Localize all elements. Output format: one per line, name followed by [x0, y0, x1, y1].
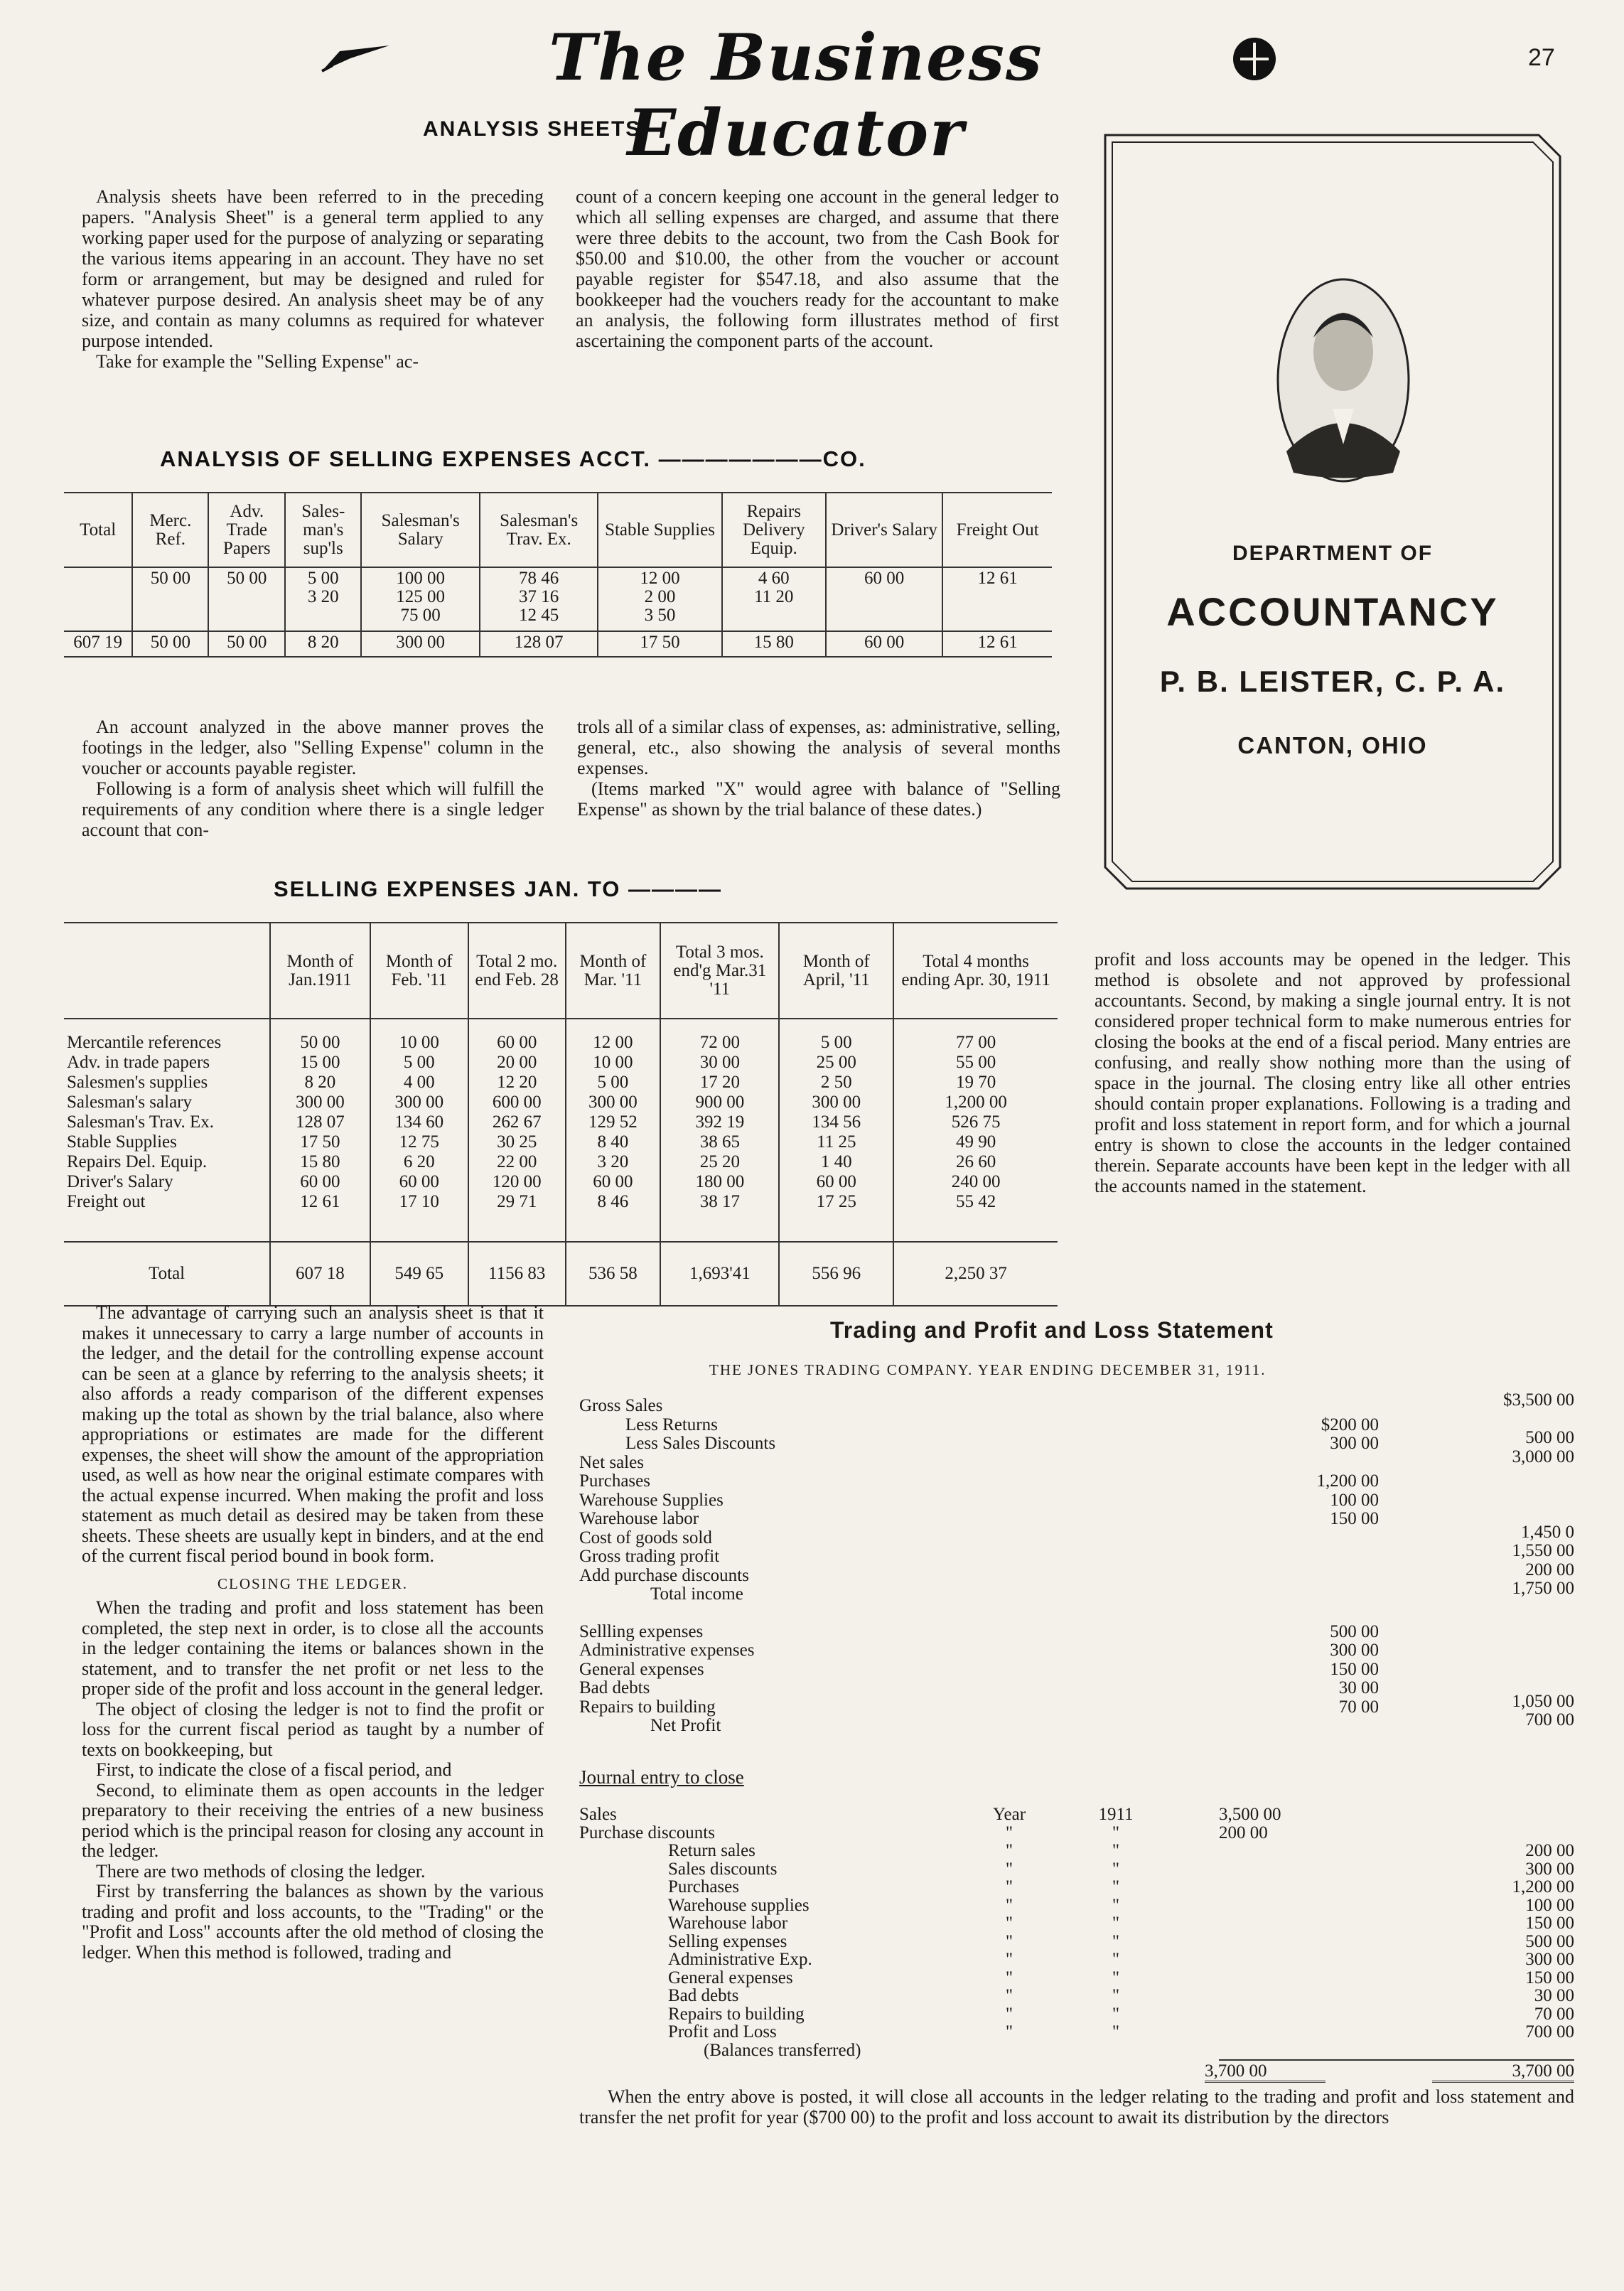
table1-header: Stable Supplies — [598, 493, 721, 567]
table2-spacer-cell — [779, 1213, 893, 1242]
table2-header — [64, 923, 270, 1019]
statement-line-label: Bad debts — [579, 1678, 650, 1697]
table2-cell: 22 00 — [468, 1153, 566, 1173]
table2-row-label: Mercantile references — [67, 1033, 222, 1052]
statement-outer-amount: 700 00 — [1525, 1710, 1574, 1729]
table1-total: 50 00 — [208, 631, 285, 657]
table2-spacer-cell — [64, 1213, 270, 1242]
journal-year-mark: " — [1005, 1986, 1013, 2005]
table2-cell: 12 00 — [566, 1019, 661, 1053]
table2-cell: 15 00 — [270, 1053, 370, 1073]
journal-credit: 700 00 — [1525, 2022, 1574, 2041]
journal-year-value: " — [1112, 1859, 1120, 1879]
right-column-text — [1095, 949, 1571, 1196]
table2-row — [64, 1019, 1058, 1053]
table2-spacer-cell — [270, 1213, 370, 1242]
journal-credit: 300 00 — [1525, 1859, 1574, 1879]
table2-cell: 38 65 — [660, 1133, 779, 1153]
journal-year-mark: " — [1005, 1823, 1013, 1842]
table2-cell: 60 00 — [779, 1173, 893, 1193]
journal-year-mark: " — [1005, 1877, 1013, 1896]
table2-cell: 240 00 — [893, 1173, 1058, 1193]
paragraph: The object of closing the ledger is not to find the profit or loss for the current fiscal period as taught by a number of texts on bookkeeping, but — [82, 1698, 544, 1760]
table2-cell: 19 70 — [893, 1073, 1058, 1093]
author-portrait — [1272, 274, 1414, 487]
author-name: P. B. LEISTER, C. P. A. — [1159, 665, 1506, 698]
table2-cell: 600 00 — [468, 1093, 566, 1113]
statement-line-label: Net sales — [579, 1452, 644, 1472]
table2-total: 1156 83 — [468, 1242, 566, 1306]
table1-total: 300 00 — [361, 631, 480, 657]
table2-cell: 17 25 — [779, 1193, 893, 1213]
statement-line-label: Sellling expenses — [579, 1621, 704, 1641]
statement-line-label: Cost of goods sold — [579, 1528, 712, 1547]
table1-header: Sales-man's sup'ls — [285, 493, 361, 567]
statement-body — [579, 1390, 1574, 1735]
table2-row — [64, 1153, 1058, 1173]
journal-year-value: " — [1112, 1823, 1120, 1842]
table2-cell: 60 00 — [370, 1173, 468, 1193]
table1-header: Adv. Trade Papers — [208, 493, 285, 567]
table2-header: Total 3 mos. end'g Mar.31 '11 — [660, 923, 779, 1019]
table2-cell: 17 10 — [370, 1193, 468, 1213]
table2-header: Month of Mar. '11 — [566, 923, 661, 1019]
journal-year-mark: " — [1005, 2004, 1013, 2024]
journal-line-label: Warehouse supplies — [668, 1895, 810, 1915]
statement-subtitle: THE JONES TRADING COMPANY. YEAR ENDING DECEMBER 31, 1911. — [709, 1361, 1267, 1378]
journal-year-mark: " — [1005, 1931, 1013, 1951]
table2-cell: 50 00 — [270, 1019, 370, 1053]
table1-total: 17 50 — [598, 631, 721, 657]
statement-inner-amount: 1,200 00 — [1316, 1471, 1379, 1491]
table2-cell: 300 00 — [779, 1093, 893, 1113]
table1-total: 15 80 — [722, 631, 826, 657]
table2-total-label: Total — [64, 1242, 270, 1306]
journal-year-value: " — [1112, 1877, 1120, 1896]
author-location: CANTON, OHIO — [1237, 732, 1428, 758]
section2-column-right — [577, 717, 1060, 820]
table1-total: 50 00 — [132, 631, 208, 657]
table2-total: 2,250 37 — [893, 1242, 1058, 1306]
table2-cell: 128 07 — [270, 1113, 370, 1133]
journal-line-label: Return sales — [668, 1841, 755, 1860]
table2-total: 1,693'41 — [660, 1242, 779, 1306]
statement-inner-amount: 30 00 — [1338, 1678, 1379, 1697]
table2-cell: 25 00 — [779, 1053, 893, 1073]
table2-cell: 30 25 — [468, 1133, 566, 1153]
statement-inner-amount: 300 00 — [1330, 1641, 1379, 1660]
statement-outer-amount: 1,550 00 — [1512, 1541, 1574, 1560]
table1-cell — [64, 567, 132, 631]
journal-year-mark: " — [1005, 1859, 1013, 1879]
journal-line-label: Selling expenses — [668, 1931, 787, 1951]
table1-header: Freight Out — [942, 493, 1052, 567]
paragraph: An account analyzed in the above manner proves the footings in the ledger, also "Selling Expense" column in the voucher or accounts payable register. — [82, 717, 544, 778]
journal-credit: 300 00 — [1525, 1950, 1574, 1969]
table1-header: Salesman's Salary — [361, 493, 480, 567]
department-frame — [1098, 128, 1567, 896]
table2-cell: 72 00 — [660, 1019, 779, 1053]
journal-year-mark: " — [1005, 1914, 1013, 1933]
table1-cell: 60 00 — [826, 567, 942, 631]
table2-header: Total 4 months ending Apr. 30, 1911 — [893, 923, 1058, 1019]
table2-cell: 8 46 — [566, 1193, 661, 1213]
table2-row-label: Salesmen's supplies — [67, 1073, 208, 1092]
table2-cell: 60 00 — [566, 1173, 661, 1193]
journal-total-credit: 3,700 00 — [1432, 2062, 1574, 2083]
table2-cell: 1 40 — [779, 1153, 893, 1173]
table1-cell: 12 61 — [942, 567, 1052, 631]
table2-cell: 392 19 — [660, 1113, 779, 1133]
table2-cell: 1,200 00 — [893, 1093, 1058, 1113]
journal-credit: 500 00 — [1525, 1931, 1574, 1951]
table2-row-label: Repairs Del. Equip. — [67, 1152, 208, 1171]
table2-cell: 4 00 — [370, 1073, 468, 1093]
table2-cell: 12 75 — [370, 1133, 468, 1153]
journal-debit: 3,500 00 — [1219, 1805, 1281, 1824]
journal-line-label: Profit and Loss — [668, 2022, 777, 2041]
table2-cell: 134 60 — [370, 1113, 468, 1133]
table2-total: 536 58 — [566, 1242, 661, 1306]
journal-year-value: " — [1112, 1968, 1120, 1987]
table2-cell: 17 20 — [660, 1073, 779, 1093]
table2-row-label: Driver's Salary — [67, 1172, 173, 1191]
table2-cell: 77 00 — [893, 1019, 1058, 1053]
statement-line-label: Gross Sales — [579, 1396, 663, 1415]
journal-total-debit: 3,700 00 — [1205, 2062, 1325, 2083]
journal-entry — [579, 1806, 1574, 2083]
statement-title: Trading and Profit and Loss Statement — [830, 1317, 1274, 1343]
journal-year-mark: Year — [992, 1805, 1026, 1824]
table2-row — [64, 1093, 1058, 1113]
statement-line-label: Purchases — [579, 1471, 650, 1491]
table2-cell: 29 71 — [468, 1193, 566, 1213]
paragraph: trols all of a similar class of expenses, as: administrative, selling, general, etc., also showing the analysis of several months expenses. — [577, 717, 1060, 778]
page-number: 27 — [1528, 44, 1555, 71]
journal-line-label: Administrative Exp. — [668, 1950, 812, 1969]
table2-spacer-cell — [370, 1213, 468, 1242]
statement-line-label: Repairs to building — [579, 1697, 716, 1717]
analysis-table — [64, 492, 1052, 658]
statement-inner-amount: 100 00 — [1330, 1490, 1379, 1510]
statement-line-label: Net Profit — [650, 1716, 721, 1735]
journal-year-value: " — [1112, 1895, 1120, 1915]
journal-year-mark: " — [1005, 1950, 1013, 1969]
table2-cell: 129 52 — [566, 1113, 661, 1133]
table1-total: 8 20 — [285, 631, 361, 657]
journal-year-value: " — [1112, 1914, 1120, 1933]
journal-credit: 1,200 00 — [1512, 1877, 1574, 1896]
paragraph: Analysis sheets have been referred to in the preceding papers. "Analysis Sheet" is a general term applied to any working paper used for the purpose of analyzing or separating the various items appearing in an account. They have no set form or arrangement, but may be designed and ruled for whatever purpose desired. An analysis sheet may be of any size, and contain as many columns as required for whatever purpose intended. — [82, 186, 544, 351]
journal-year-value: " — [1112, 1841, 1120, 1860]
paragraph: Following is a form of analysis sheet which will fulfill the requirements of any condition where there is a single ledger account that con- — [82, 778, 544, 840]
table2-cell: 3 20 — [566, 1153, 661, 1173]
table2-total: 556 96 — [779, 1242, 893, 1306]
table2-title: SELLING EXPENSES JAN. TO ———— — [274, 876, 723, 901]
table2-header: Month of Feb. '11 — [370, 923, 468, 1019]
crest-icon — [1230, 34, 1279, 84]
intro-column-left — [82, 186, 544, 372]
quill-pen-icon — [318, 44, 397, 73]
table2-cell: 120 00 — [468, 1173, 566, 1193]
table2-cell: 300 00 — [566, 1093, 661, 1113]
journal-year-mark: " — [1005, 2022, 1013, 2041]
paragraph: There are two methods of closing the ledger. — [96, 1860, 426, 1882]
table2-cell: 5 00 — [370, 1053, 468, 1073]
table2-cell: 300 00 — [370, 1093, 468, 1113]
table1-header: Salesman's Trav. Ex. — [480, 493, 598, 567]
table2-cell: 5 00 — [779, 1019, 893, 1053]
statement-inner-amount: 500 00 — [1330, 1621, 1379, 1641]
table1-header: Driver's Salary — [826, 493, 942, 567]
table2-cell: 55 00 — [893, 1053, 1058, 1073]
journal-line-label: Sales — [579, 1805, 617, 1824]
journal-line-label: Sales discounts — [668, 1859, 778, 1879]
table2-header: Month of April, '11 — [779, 923, 893, 1019]
statement-line-label: Less Sales Discounts — [625, 1434, 776, 1453]
paragraph: When the entry above is posted, it will close all accounts in the ledger relating to the trading and profit and loss statement and transfer the net profit for year ($700 00) to the profit and loss account to await its distribution by the directors — [579, 2086, 1574, 2128]
journal-line-label: General expenses — [668, 1968, 793, 1987]
table2-row-label: Adv. in trade papers — [67, 1053, 210, 1072]
table1-cell: 5 00 3 20 — [285, 567, 361, 631]
statement-line-label: Warehouse labor — [579, 1509, 699, 1528]
table2-cell: 900 00 — [660, 1093, 779, 1113]
table2-cell: 12 61 — [270, 1193, 370, 1213]
journal-line-label: Repairs to building — [668, 2004, 805, 2024]
table2-row-label: Salesman's salary — [67, 1093, 192, 1112]
journal-year-value: " — [1112, 1931, 1120, 1951]
subhead-closing-ledger: CLOSING THE LEDGER. — [217, 1574, 408, 1592]
statement-outer-amount: 1,050 00 — [1512, 1691, 1574, 1711]
table2-spacer-cell — [566, 1213, 661, 1242]
paragraph: (Items marked "X" would agree with balance of "Selling Expense" as shown by the trial balance of these dates.) — [577, 778, 1060, 820]
table2-cell: 11 25 — [779, 1133, 893, 1153]
table2-cell: 49 90 — [893, 1133, 1058, 1153]
table1-cell: 4 60 11 20 — [722, 567, 826, 631]
table2-header: Total 2 mo. end Feb. 28 — [468, 923, 566, 1019]
table2-row — [64, 1113, 1058, 1133]
table1-title: ANALYSIS OF SELLING EXPENSES ACCT. ———————CO. — [160, 446, 866, 471]
table2-cell: 8 20 — [270, 1073, 370, 1093]
table1-header: Merc. Ref. — [132, 493, 208, 567]
table1-total: 607 19 — [64, 631, 132, 657]
table2-cell: 8 40 — [566, 1133, 661, 1153]
closing-text — [579, 2086, 1574, 2128]
paragraph: The advantage of carrying such an analysis sheet is that it makes it unnecessary to carry a large number of accounts in the ledger, and the detail for the controlling expense account can be seen at a glance by referring to the analysis sheets; it also affords a ready comparison of the different expenses making up the total as shown by the trial balance, also where appropriations or estimates are made for the different expenses, the sheet will show the amount of the appropriation used, as well as how near the original estimate compares with the actual expense incurred. When making the profit and loss statement as much detail as desired may be taken from these sheets. These sheets are usually kept in binders, and at the end of the current fiscal period bound in book form. — [82, 1302, 544, 1566]
table2-row-label: Salesman's Trav. Ex. — [67, 1112, 215, 1132]
journal-year-value: " — [1112, 1950, 1120, 1969]
statement-line-label: Gross trading profit — [579, 1547, 720, 1566]
table2-cell: 26 60 — [893, 1153, 1058, 1173]
section2-column-left — [82, 717, 544, 840]
subject-title: ACCOUNTANCY — [1166, 589, 1499, 634]
paragraph: count of a concern keeping one account in the general ledger to which all selling expenses are charged, and assume that there were three debits to the account, two from the Cash Book for $50.00 and $10.00, the other from the voucher or account payable register for $547.18, and also assume that the bookkeeper had the vouchers ready for the accountant to make an analysis, the following form illustrates method of first ascertaining the component parts of the account. — [576, 186, 1059, 351]
table2-cell: 10 00 — [566, 1053, 661, 1073]
journal-line-label: Purchase discounts — [579, 1823, 715, 1842]
statement-line-label: Less Returns — [625, 1415, 718, 1434]
journal-line-label: (Balances transferred) — [704, 2040, 861, 2060]
statement-inner-amount: $200 00 — [1321, 1415, 1379, 1434]
paragraph: First by transferring the balances as shown by the various trading and profit and loss accounts, to the "Trading" or the "Profit and Loss" accounts after the old method of closing the ledger. When this method is followed, trading and — [82, 1881, 544, 1963]
table2-spacer-cell — [893, 1213, 1058, 1242]
table2-cell: 55 42 — [893, 1193, 1058, 1213]
journal-year-value: " — [1112, 2022, 1120, 2041]
statement-outer-amount: 500 00 — [1525, 1428, 1574, 1447]
statement-inner-amount: 70 00 — [1338, 1697, 1379, 1717]
table2-cell: 30 00 — [660, 1053, 779, 1073]
table2-cell: 180 00 — [660, 1173, 779, 1193]
table2-cell: 60 00 — [468, 1019, 566, 1053]
table2-spacer — [64, 1213, 1058, 1242]
statement-line-label: General expenses — [579, 1659, 704, 1679]
table2-cell: 300 00 — [270, 1093, 370, 1113]
table1-cell: 78 46 37 16 12 45 — [480, 567, 598, 631]
table2-cell: 60 00 — [270, 1173, 370, 1193]
table2-cell: 134 56 — [779, 1113, 893, 1133]
journal-debit: 200 00 — [1219, 1823, 1268, 1842]
journal-credit: 30 00 — [1534, 1986, 1574, 2005]
table2-row-label: Stable Supplies — [67, 1132, 177, 1152]
journal-year-mark: " — [1005, 1841, 1013, 1860]
statement-outer-amount: $3,500 00 — [1503, 1390, 1574, 1410]
table2-cell: 15 80 — [270, 1153, 370, 1173]
statement-inner-amount: 300 00 — [1330, 1434, 1379, 1453]
table2-row-label: Freight out — [67, 1192, 146, 1211]
statement-outer-amount: 200 00 — [1525, 1560, 1574, 1579]
table2-cell: 20 00 — [468, 1053, 566, 1073]
table1-total: 60 00 — [826, 631, 942, 657]
statement-inner-amount: 150 00 — [1330, 1659, 1379, 1679]
table2-body — [64, 1019, 1058, 1242]
journal-year-value: 1911 — [1098, 1805, 1134, 1824]
statement-outer-amount: 1,450 0 — [1521, 1522, 1574, 1542]
statement-line-label: Warehouse Supplies — [579, 1490, 724, 1510]
journal-line-label: Bad debts — [668, 1986, 739, 2005]
table1-cell: 50 00 — [208, 567, 285, 631]
paragraph: profit and loss accounts may be opened in the ledger. This method is obsolete and not approved by professional accountants. Second, by making a single journal entry. It is not considered proper technical form to make numerous entries for closing the books at the end of a fiscal period. Many entries are confusing, and really show nothing more than the using of space in the journal. The closing entry like all other entries should contain proper explanations. Following is a trading and profit and loss statement in report form, and for which a journal entry is shown to close the accounts in the ledger contained therein. Separate accounts have been kept in the ledger with all the accounts named in the statement. — [1095, 949, 1571, 1196]
table2-spacer-cell — [660, 1213, 779, 1242]
journal-year-mark: " — [1005, 1968, 1013, 1987]
table1-header: Repairs Delivery Equip. — [722, 493, 826, 567]
paragraph: Take for example the "Selling Expense" ac- — [96, 351, 419, 372]
table2-row — [64, 1193, 1058, 1213]
journal-rule — [1219, 2059, 1574, 2061]
table2-spacer-cell — [468, 1213, 566, 1242]
paragraph: When the trading and profit and loss statement has been completed, the step next in order, is to close all the accounts in the ledger containing the items or balances shown in the statement, and to transfer the net profit or net less to the proper side of the profit and loss account in the general ledger. — [82, 1597, 544, 1699]
journal-year-value: " — [1112, 1986, 1120, 2005]
department-label: DEPARTMENT OF — [1232, 542, 1434, 565]
table1-total: 128 07 — [480, 631, 598, 657]
table2-cell: 38 17 — [660, 1193, 779, 1213]
table2-cell: 12 20 — [468, 1073, 566, 1093]
journal-credit: 200 00 — [1525, 1841, 1574, 1860]
paragraph: Second, to eliminate them as open accounts in the ledger preparatory to their receiving the entries of a new business period which is the principal reason for closing any account in the ledger. — [82, 1779, 544, 1861]
table2-total: 607 18 — [270, 1242, 370, 1306]
statement-line-label: Administrative expenses — [579, 1641, 755, 1660]
table2-cell: 526 75 — [893, 1113, 1058, 1133]
table2-total: 549 65 — [370, 1242, 468, 1306]
monthly-expense-table — [64, 922, 1058, 1307]
table2-cell: 262 67 — [468, 1113, 566, 1133]
left-bottom-column — [82, 1303, 544, 1963]
section-heading-analysis-sheets: ANALYSIS SHEETS. — [423, 117, 649, 141]
table1-total: 12 61 — [942, 631, 1052, 657]
masthead-title: The Business Educator — [549, 20, 1043, 171]
statement-outer-amount: 3,000 00 — [1512, 1447, 1574, 1466]
journal-year-mark: " — [1005, 1895, 1013, 1915]
table2-cell: 6 20 — [370, 1153, 468, 1173]
table2-row — [64, 1173, 1058, 1193]
journal-credit: 150 00 — [1525, 1968, 1574, 1987]
journal-credit: 150 00 — [1525, 1914, 1574, 1933]
table2-cell: 25 20 — [660, 1153, 779, 1173]
journal-credit: 70 00 — [1534, 2004, 1574, 2024]
table1-cell: 12 00 2 00 3 50 — [598, 567, 721, 631]
table1-cell: 100 00 125 00 75 00 — [361, 567, 480, 631]
statement-inner-amount: 150 00 — [1330, 1509, 1379, 1528]
statement-line-label: Total income — [650, 1584, 743, 1604]
table2-cell: 2 50 — [779, 1073, 893, 1093]
table2-cell: 10 00 — [370, 1019, 468, 1053]
table2-row — [64, 1053, 1058, 1073]
journal-heading: Journal entry to close — [579, 1766, 744, 1788]
table2-row — [64, 1133, 1058, 1153]
statement-outer-amount: 1,750 00 — [1512, 1579, 1574, 1598]
table2-cell: 17 50 — [270, 1133, 370, 1153]
table1-header: Total — [64, 493, 132, 567]
table2-cell: 5 00 — [566, 1073, 661, 1093]
paragraph: First, to indicate the close of a fiscal period, and — [96, 1759, 452, 1780]
intro-column-right — [576, 186, 1059, 351]
journal-credit: 100 00 — [1525, 1895, 1574, 1915]
journal-line-label: Warehouse labor — [668, 1914, 788, 1933]
table1-cell: 50 00 — [132, 567, 208, 631]
journal-line-label: Purchases — [668, 1877, 739, 1896]
statement-line-label: Add purchase discounts — [579, 1565, 749, 1585]
table2-header: Month of Jan.1911 — [270, 923, 370, 1019]
journal-year-value: " — [1112, 2004, 1120, 2024]
table2-row — [64, 1073, 1058, 1093]
